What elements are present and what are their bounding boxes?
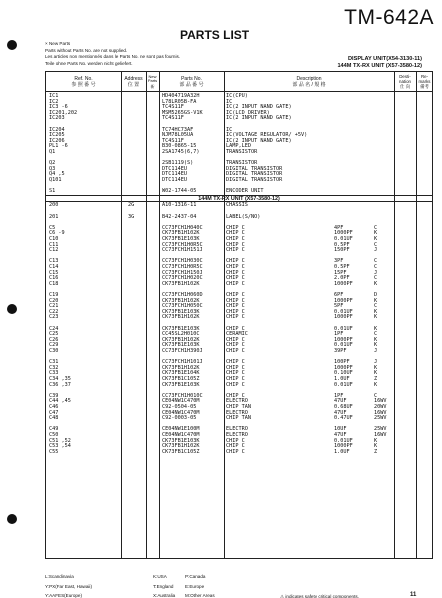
- cell-ref: 201: [49, 213, 59, 220]
- cell-part: CK73FB1H102K: [162, 443, 200, 450]
- cell-ref: IC2: [49, 98, 59, 105]
- cell-val: 0.01UF: [334, 325, 353, 332]
- cell-part: C92-0003-05: [162, 415, 197, 422]
- cell-part: CC73FCH1H0R5C: [162, 241, 203, 248]
- cell-desc: IC(CPU): [226, 93, 248, 99]
- cell-ref: C20: [49, 297, 59, 304]
- cell-ref: C24: [49, 325, 59, 332]
- cell-tol: K: [374, 336, 378, 343]
- unit-heading-line: 144M TX-RX UNIT (X57-3580-12): [337, 63, 422, 69]
- legend-item: X:Australia: [153, 593, 176, 598]
- cell-desc: CHIP C: [226, 314, 245, 321]
- cell-ref: S1: [49, 188, 56, 195]
- cell-desc: CHIP C: [226, 247, 245, 254]
- cell-tol: K: [374, 364, 378, 371]
- cell-ref: C19: [49, 291, 59, 298]
- cell-part: B30-0865-15: [162, 143, 197, 150]
- cell-desc: CHIP C: [226, 235, 245, 242]
- cell-desc: CHIP C: [226, 342, 245, 349]
- cell-desc: TRANSISTOR: [226, 149, 258, 155]
- unit-heading-line: DISPLAY UNIT(X54-3130-11): [348, 56, 422, 62]
- legend-item: K:USA: [153, 574, 167, 579]
- cell-desc: CHASSIS: [226, 202, 248, 209]
- cell-tol: 20WV: [374, 403, 387, 410]
- notes: [45, 41, 180, 67]
- cell-val: 150PF: [334, 247, 350, 254]
- cell-desc: CHIP C: [226, 375, 245, 382]
- cell-tol: K: [374, 381, 378, 388]
- section-divider: 144M TX-RX UNIT (X57-3580-12): [46, 195, 432, 202]
- cell-tol: J: [374, 247, 378, 254]
- cell-part: CK73FB1H102K: [162, 336, 200, 343]
- cell-part: CC73FCH1H150J: [162, 269, 203, 276]
- legend-item: Y:PX(Far East, Hawaii): [45, 583, 92, 589]
- note-line: Teile ohne Parts No. werden nicht geliefert.: [45, 60, 133, 66]
- cell-ref: IC206: [49, 137, 65, 144]
- cell-desc: IC(2 INPUT NAND GATE): [226, 137, 292, 144]
- table-header: [46, 72, 432, 92]
- cell-desc: CHIP C: [226, 364, 245, 371]
- cell-val: 4PF: [334, 224, 344, 231]
- cell-desc: CHIP C: [226, 347, 245, 354]
- cell-desc: CHIP C: [226, 280, 245, 287]
- cell-ref: C53 ,54: [49, 443, 71, 450]
- header-description: Description 部 品 名 / 規 格: [292, 76, 326, 88]
- safety-note: ⚠ indicates safety critical components.: [280, 594, 359, 598]
- cell-desc: IC(VOLTAGE REGULATOR/ +5V): [226, 132, 308, 139]
- cell-part: C92-0504-05: [162, 403, 197, 410]
- header-address: Address 位 置: [124, 76, 143, 88]
- unit-heading: [337, 56, 422, 70]
- cell-desc: CERAMIC: [226, 331, 248, 338]
- header-destination: Desti- nation 仕 向: [399, 74, 411, 89]
- cell-part: CC73FCH1H050C: [162, 303, 203, 310]
- cell-tol: K: [374, 443, 378, 450]
- cell-desc: CHIP C: [226, 303, 245, 310]
- cell-val: 2.0PF: [334, 275, 350, 282]
- cell-tol: Z: [374, 448, 378, 455]
- cell-part: CK73FB1E103K: [162, 325, 200, 332]
- cell-desc: CHIP C: [226, 275, 245, 282]
- cell-val: 47UF: [334, 409, 347, 416]
- cell-tol: 16WV: [374, 409, 387, 416]
- legend-item: M:Other Areas: [185, 593, 215, 598]
- cell-ref: C23: [49, 314, 59, 321]
- cell-desc: CHIP C: [226, 325, 245, 332]
- cell-desc: CHIP C: [226, 448, 245, 455]
- cell-part: CK73FB1H102K: [162, 230, 200, 237]
- cell-ref: Q4 ,5: [49, 171, 65, 178]
- cell-desc: CHIP TAN: [226, 403, 251, 410]
- cell-part: CE04NW1C470M: [162, 409, 200, 416]
- cell-tol: 25WV: [374, 415, 387, 422]
- cell-part: DTC114EU: [162, 171, 187, 178]
- cell-ref: IC201,202: [49, 109, 78, 116]
- cell-tol: C: [374, 303, 378, 310]
- cell-part: CK73FB1H102K: [162, 314, 200, 321]
- cell-part: CE04NW1C470M: [162, 431, 200, 438]
- cell-part: 2SB1119(S): [162, 160, 194, 167]
- cell-tol: J: [374, 347, 378, 354]
- cell-ref: IC203: [49, 115, 65, 122]
- legend-item: T:England: [153, 583, 174, 589]
- cell-val: 0.01UF: [334, 437, 353, 444]
- table-row: [46, 189, 432, 195]
- cell-desc: CHIP C: [226, 392, 245, 399]
- cell-val: 1000PF: [334, 230, 353, 237]
- binder-hole-icon: [7, 304, 17, 314]
- cell-ref: C47: [49, 409, 59, 416]
- cell-desc: DIGITAL TRANSISTOR: [226, 177, 283, 183]
- cell-val: 0.01UF: [334, 235, 353, 242]
- cell-part: CC73FCH1H060D: [162, 291, 203, 298]
- cell-addr: 2G: [128, 202, 135, 209]
- cell-part: TC4S11F: [162, 115, 184, 122]
- cell-ref: IC1: [49, 93, 59, 99]
- cell-ref: 200: [49, 202, 59, 209]
- legend-item: P:Canada: [185, 574, 206, 579]
- cell-desc: TRANSISTOR: [226, 160, 258, 167]
- model-number: TM-642A: [344, 6, 434, 29]
- note-line: Les articles non mentionnés dans le Parts No. ne sont pas fournis.: [45, 54, 181, 60]
- cell-desc: LABEL(S/NO): [226, 213, 261, 220]
- cell-desc: CHIP C: [226, 230, 245, 237]
- cell-tol: K: [374, 297, 378, 304]
- cell-part: 2SA1745(6,7): [162, 149, 200, 155]
- cell-val: 1PF: [334, 331, 344, 338]
- legend-item: Y:AAFES(Europe): [45, 593, 83, 598]
- cell-val: 39PF: [334, 347, 347, 354]
- cell-ref: C14: [49, 263, 59, 270]
- cell-desc: CHIP TAN: [226, 415, 251, 422]
- cell-addr: 3G: [128, 213, 135, 220]
- cell-ref: C44 ,45: [49, 398, 71, 405]
- binder-hole-icon: [7, 514, 17, 524]
- cell-ref: C34 ,35: [49, 375, 71, 382]
- cell-tol: K: [374, 280, 378, 287]
- cell-ref: C13: [49, 258, 59, 265]
- cell-desc: IC: [226, 126, 233, 133]
- cell-val: 1.0UF: [334, 375, 350, 382]
- cell-part: CC73FCH1H151J: [162, 247, 203, 254]
- cell-val: 0.10UF: [334, 370, 353, 377]
- cell-desc: IC(2 INPUT NAND GATE): [226, 115, 292, 122]
- cell-ref: IC3 -6: [49, 104, 68, 111]
- cell-val: 0.01UF: [334, 308, 353, 315]
- cell-tol: C: [374, 258, 378, 265]
- cell-desc: DIGITAL TRANSISTOR: [226, 165, 283, 172]
- cell-part: CC73FCH1H390J: [162, 347, 203, 354]
- cell-desc: CHIP C: [226, 269, 245, 276]
- cell-part: CK73FB1E104K: [162, 370, 200, 377]
- cell-desc: LAMP,LED: [226, 143, 251, 150]
- cell-val: 1.0UF: [334, 448, 350, 455]
- cell-val: 1PF: [334, 392, 344, 399]
- cell-ref: C30: [49, 347, 59, 354]
- cell-val: 0.01UF: [334, 381, 353, 388]
- cell-desc: DIGITAL TRANSISTOR: [226, 171, 283, 178]
- cell-val: 47UF: [334, 431, 347, 438]
- cell-val: 0.01UF: [334, 342, 353, 349]
- cell-ref: C15: [49, 269, 59, 276]
- cell-part: CC73FCH1H030C: [162, 258, 203, 265]
- cell-ref: IC205: [49, 132, 65, 139]
- legend-item: E:Europe: [185, 583, 205, 589]
- cell-desc: CHIP C: [226, 224, 245, 231]
- cell-val: 100PF: [334, 359, 350, 366]
- cell-tol: K: [374, 314, 378, 321]
- header-parts-no: Parts No. 部 品 番 号: [179, 76, 204, 88]
- cell-val: 0.47UF: [334, 415, 353, 422]
- cell-ref: C6 -9: [49, 230, 65, 237]
- cell-part: CC45SL2H010C: [162, 331, 200, 338]
- cell-desc: CHIP C: [226, 263, 245, 270]
- cell-ref: C21: [49, 303, 59, 310]
- cell-part: CK73FB1H102K: [162, 364, 200, 371]
- cell-part: TC74HC73AF: [162, 126, 194, 133]
- cell-val: 1000PF: [334, 280, 353, 287]
- cell-desc: ELECTRO: [226, 426, 248, 433]
- cell-tol: J: [374, 269, 378, 276]
- cell-ref: C26: [49, 336, 59, 343]
- cell-desc: CHIP C: [226, 437, 245, 444]
- cell-ref: PL1 -6: [49, 143, 68, 150]
- cell-part: DTC114EU: [162, 177, 187, 183]
- cell-tol: 16WV: [374, 431, 387, 438]
- cell-part: CC73FCH1H0R5C: [162, 263, 203, 270]
- cell-ref: C39: [49, 392, 59, 399]
- cell-val: 6PF: [334, 291, 344, 298]
- table-row: [46, 450, 432, 456]
- cell-part: CE04NW1E100M: [162, 426, 200, 433]
- header-remarks: Re- marks 備考: [418, 74, 431, 89]
- cell-part: CK73FB1E103K: [162, 381, 200, 388]
- cell-part: CK73FB1E103K: [162, 308, 200, 315]
- cell-part: CK73FB1E103K: [162, 235, 200, 242]
- cell-ref: C51 ,52: [49, 437, 71, 444]
- cell-desc: IC(LCD DRIVER): [226, 109, 270, 116]
- cell-ref: C22: [49, 308, 59, 315]
- cell-part: CK73FB1C105Z: [162, 448, 200, 455]
- cell-ref: C16: [49, 275, 59, 282]
- cell-part: HD404719A32H: [162, 93, 200, 99]
- note-line: Parts without Parts No. are not supplied.: [45, 47, 128, 53]
- cell-part: CC73FCH1H020C: [162, 275, 203, 282]
- cell-ref: C11: [49, 241, 59, 248]
- cell-ref: C50: [49, 431, 59, 438]
- cell-ref: C46: [49, 403, 59, 410]
- cell-desc: CHIP C: [226, 297, 245, 304]
- cell-ref: Q101: [49, 177, 62, 183]
- cell-tol: C: [374, 392, 378, 399]
- cell-desc: CHIP C: [226, 258, 245, 265]
- cell-part: NJM78L05UA: [162, 132, 194, 139]
- cell-val: 0.68UF: [334, 403, 353, 410]
- cell-tol: C: [374, 263, 378, 270]
- cell-val: 1000PF: [334, 314, 353, 321]
- cell-part: B42-2437-04: [162, 213, 197, 220]
- cell-part: CK73FB1C105Z: [162, 375, 200, 382]
- cell-part: CK73FB1E103K: [162, 342, 200, 349]
- cell-ref: C18: [49, 280, 59, 287]
- cell-ref: C36 ,37: [49, 381, 71, 388]
- header-ref-no: Ref. No. 参 照 番 号: [71, 76, 96, 88]
- cell-part: W02-1744-05: [162, 188, 197, 195]
- cell-tol: J: [374, 359, 378, 366]
- cell-tol: C: [374, 331, 378, 338]
- cell-val: 0.5PF: [334, 263, 350, 270]
- cell-ref: IC204: [49, 126, 65, 133]
- cell-part: DTC114EU: [162, 165, 187, 172]
- cell-part: CK73FB1H102K: [162, 280, 200, 287]
- cell-ref: C5: [49, 224, 56, 231]
- cell-val: 1000PF: [334, 443, 353, 450]
- header-new-parts: New Parts 新: [147, 73, 158, 89]
- cell-part: TC4S11F: [162, 104, 184, 111]
- cell-desc: CHIP C: [226, 359, 245, 366]
- cell-val: 47UF: [334, 398, 347, 405]
- cell-tol: D: [374, 291, 378, 298]
- cell-part: CE04NW1C470M: [162, 398, 200, 405]
- cell-ref: C32: [49, 364, 59, 371]
- cell-ref: C29: [49, 342, 59, 349]
- cell-ref: Q3: [49, 165, 56, 172]
- cell-desc: ELECTRO: [226, 398, 248, 405]
- cell-part: L78LR05B-FA: [162, 98, 197, 105]
- cell-part: CC73FCH1H010C: [162, 392, 203, 399]
- cell-part: CK73FB1E103K: [162, 437, 200, 444]
- page-number: 11: [410, 592, 417, 598]
- legend-item: L:Scandinavia: [45, 574, 74, 579]
- note-line: × New Parts: [45, 41, 71, 46]
- cell-val: 15PF: [334, 269, 347, 276]
- cell-tol: C: [374, 241, 378, 248]
- cell-ref: C33: [49, 370, 59, 377]
- cell-tol: K: [374, 325, 378, 332]
- cell-desc: ENCODER UNIT: [226, 188, 264, 195]
- cell-tol: K: [374, 437, 378, 444]
- cell-desc: CHIP C: [226, 336, 245, 343]
- cell-tol: C: [374, 224, 378, 231]
- cell-ref: C31: [49, 359, 59, 366]
- cell-tol: 25WV: [374, 426, 387, 433]
- cell-tol: K: [374, 235, 378, 242]
- cell-desc: IC(2 INPUT NAND GATE): [226, 104, 292, 111]
- cell-ref: C10: [49, 235, 59, 242]
- cell-ref: C49: [49, 426, 59, 433]
- cell-val: 1000PF: [334, 297, 353, 304]
- cell-tol: K: [374, 308, 378, 315]
- cell-val: 5PF: [334, 303, 344, 310]
- binder-hole-icon: [7, 40, 17, 50]
- cell-part: MSM5265GS-V1K: [162, 109, 203, 116]
- cell-ref: C55: [49, 448, 59, 455]
- cell-val: 3PF: [334, 258, 344, 265]
- cell-desc: CHIP C: [226, 241, 245, 248]
- cell-tol: K: [374, 342, 378, 349]
- cell-val: 0.5PF: [334, 241, 350, 248]
- cell-desc: CHIP C: [226, 291, 245, 298]
- cell-tol: K: [374, 230, 378, 237]
- page-title: PARTS LIST: [180, 28, 250, 42]
- cell-desc: CHIP C: [226, 370, 245, 377]
- cell-desc: CHIP C: [226, 381, 245, 388]
- cell-ref: C12: [49, 247, 59, 254]
- cell-desc: CHIP C: [226, 308, 245, 315]
- cell-part: TC4S11F: [162, 137, 184, 144]
- parts-table: [45, 71, 433, 559]
- cell-part: CC73FCH1H101J: [162, 359, 203, 366]
- cell-part: CK73FB1H102K: [162, 297, 200, 304]
- cell-ref: Q2: [49, 160, 56, 167]
- cell-desc: IC: [226, 98, 233, 105]
- cell-val: 10UF: [334, 426, 347, 433]
- cell-ref: C25: [49, 331, 59, 338]
- cell-ref: Q1: [49, 149, 56, 155]
- cell-tol: Z: [374, 375, 378, 382]
- cell-val: 1000PF: [334, 364, 353, 371]
- cell-desc: ELECTRO: [226, 409, 248, 416]
- cell-desc: ELECTRO: [226, 431, 248, 438]
- cell-val: 1000PF: [334, 336, 353, 343]
- cell-tol: K: [374, 370, 378, 377]
- cell-tol: C: [374, 275, 378, 282]
- cell-desc: CHIP C: [226, 443, 245, 450]
- cell-ref: C48: [49, 415, 59, 422]
- cell-part: A10-1316-11: [162, 202, 197, 209]
- cell-part: CC73FCH1H040C: [162, 224, 203, 231]
- cell-tol: 16WV: [374, 398, 387, 405]
